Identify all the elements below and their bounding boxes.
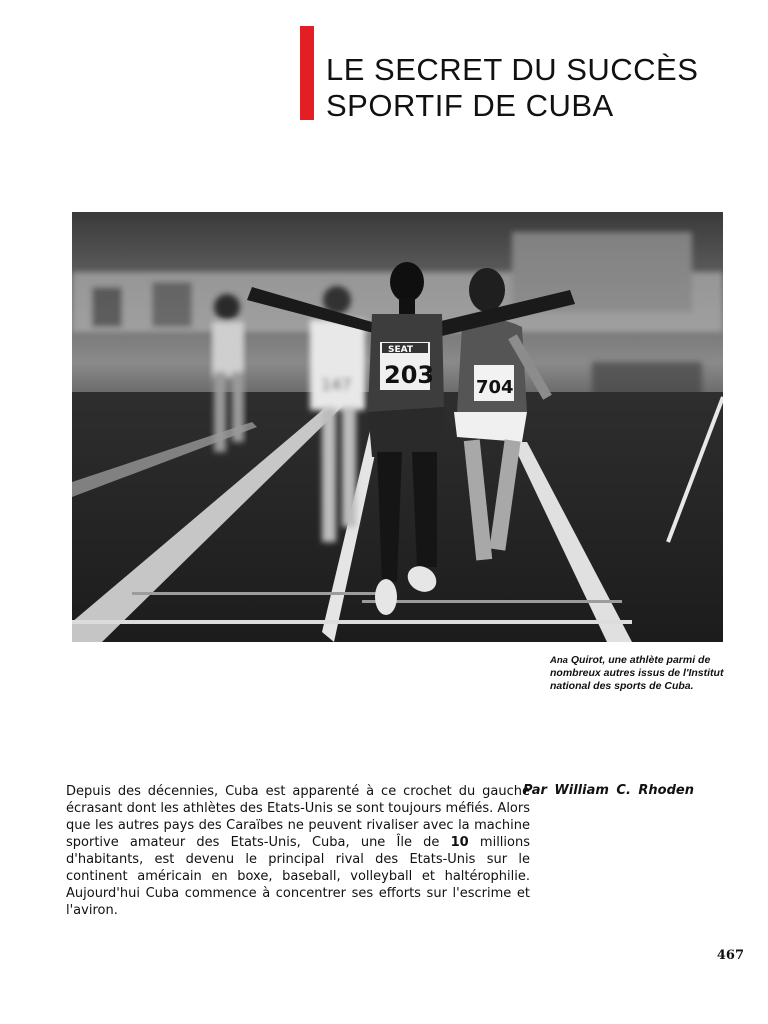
article-title — [326, 52, 746, 124]
body-part-1: Depuis des décennies, Cuba est apparenté à ce crochet du gauche écrasant dont les athlètes des Etats-Unis se sont toujours méfiés. Alors que les autres pays des Caraïbes ne peuvent rivaliser avec la machine sportive amateur des Etats-Unis, Cuba, une Île de — [66, 784, 530, 850]
caption-text: Quirot, une athlète parmi de nombreux autres issus de l'Institut national des sports de Cuba. — [550, 654, 724, 692]
title-accent-bar — [300, 26, 314, 120]
body-bold-number: 10 — [450, 835, 469, 850]
article-title-line-1: LE SECRET DU SUCCÈS — [326, 52, 699, 87]
bib-right-label: 704 — [476, 377, 514, 398]
sponsor-label: SEAT — [388, 345, 414, 355]
photo-caption — [550, 654, 730, 693]
author-byline: Par William C. Rhoden — [523, 783, 694, 798]
body-part-2: millions d'habitants, est devenu le principal rival des Etats-Unis sur le continent américain en boxe, baseball, volleyball et haltérophilie. Aujourd'hui Cuba commence à concentrer ses efforts sur l'escrime et l'aviron. — [66, 835, 531, 918]
bib-left-label: 147 — [321, 375, 352, 394]
page-number: 467 — [716, 948, 744, 963]
caption-lead: Ana — [550, 655, 568, 666]
article-title-line-2: SPORTIF DE CUBA — [326, 88, 614, 123]
article-photo — [72, 212, 723, 642]
bib-center-label: 203 — [384, 361, 435, 389]
article-body — [66, 783, 530, 919]
runners-photo — [72, 212, 723, 642]
